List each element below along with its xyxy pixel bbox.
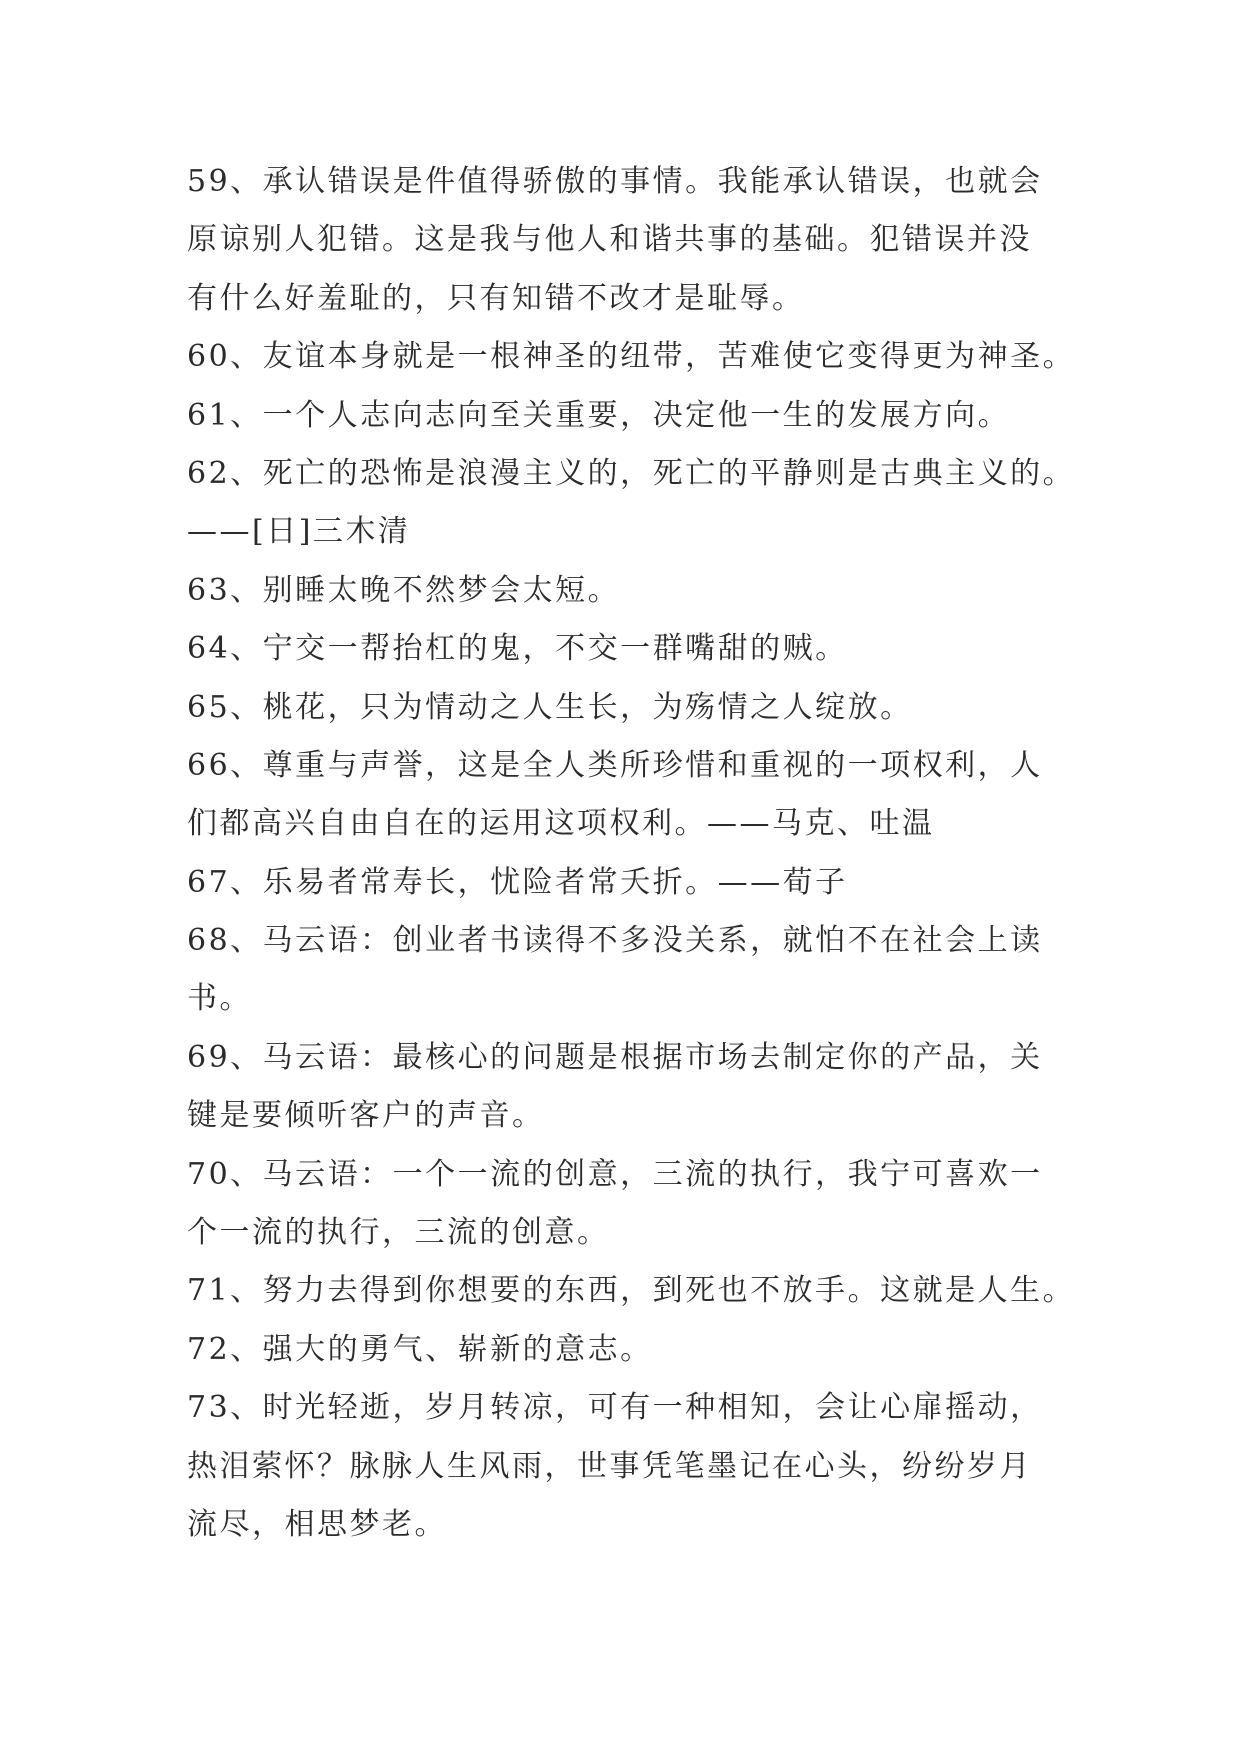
document-body [187, 153, 1076, 1554]
text-line: 66、尊重与声誉，这是全人类所珍惜和重视的一项权利，人 [187, 747, 1043, 783]
text-line: 们都高兴自由自在的运用这项权利。——马克、吐温 [187, 806, 935, 842]
text-line: 69、马云语：最核心的问题是根据市场去制定你的产品，关 [187, 1039, 1043, 1075]
text-line: 67、乐易者常寿长，忧险者常夭折。——荀子 [187, 864, 848, 900]
text-line: 70、马云语：一个一流的创意，三流的执行，我宁可喜欢一 [187, 1156, 1043, 1192]
text-line: 68、马云语：创业者书读得不多没关系，就怕不在社会上读 [187, 923, 1043, 959]
text-line: 原谅别人犯错。这是我与他人和谐共事的基础。犯错误并没 [187, 222, 1032, 258]
text-line: 65、桃花，只为情动之人生长，为殇情之人绽放。 [187, 689, 913, 725]
text-line: 书。 [187, 981, 252, 1017]
text-line: 热泪萦怀？脉脉人生风雨，世事凭笔墨记在心头，纷纷岁月 [187, 1448, 1032, 1484]
text-line: ——[日]三木清 [187, 514, 411, 550]
text-line: 73、时光轻逝，岁月转凉，可有一种相知，会让心扉摇动， [187, 1390, 1043, 1426]
text-line: 流尽，相思梦老。 [187, 1506, 447, 1542]
text-line: 64、宁交一帮抬杠的鬼，不交一群嘴甜的贼。 [187, 631, 848, 667]
text-line: 键是要倾听客户的声音。 [187, 1098, 545, 1134]
text-line: 61、一个人志向志向至关重要，决定他一生的发展方向。 [187, 397, 1011, 433]
text-line: 71、努力去得到你想要的东西，到死也不放手。这就是人生。 [187, 1273, 1076, 1309]
text-line: 59、承认错误是件值得骄傲的事情。我能承认错误，也就会 [187, 164, 1043, 199]
text-line: 60、友谊本身就是一根神圣的纽带，苦难使它变得更为神圣。 [187, 339, 1076, 375]
text-line: 62、死亡的恐怖是浪漫主义的，死亡的平静则是古典主义的。 [187, 455, 1076, 491]
text-line: 个一流的执行，三流的创意。 [187, 1215, 610, 1251]
text-line: 63、别睡太晚不然梦会太短。 [187, 572, 621, 608]
text-line: 72、强大的勇气、崭新的意志。 [187, 1331, 653, 1367]
text-line: 有什么好羞耻的，只有知错不改才是耻辱。 [187, 280, 805, 316]
